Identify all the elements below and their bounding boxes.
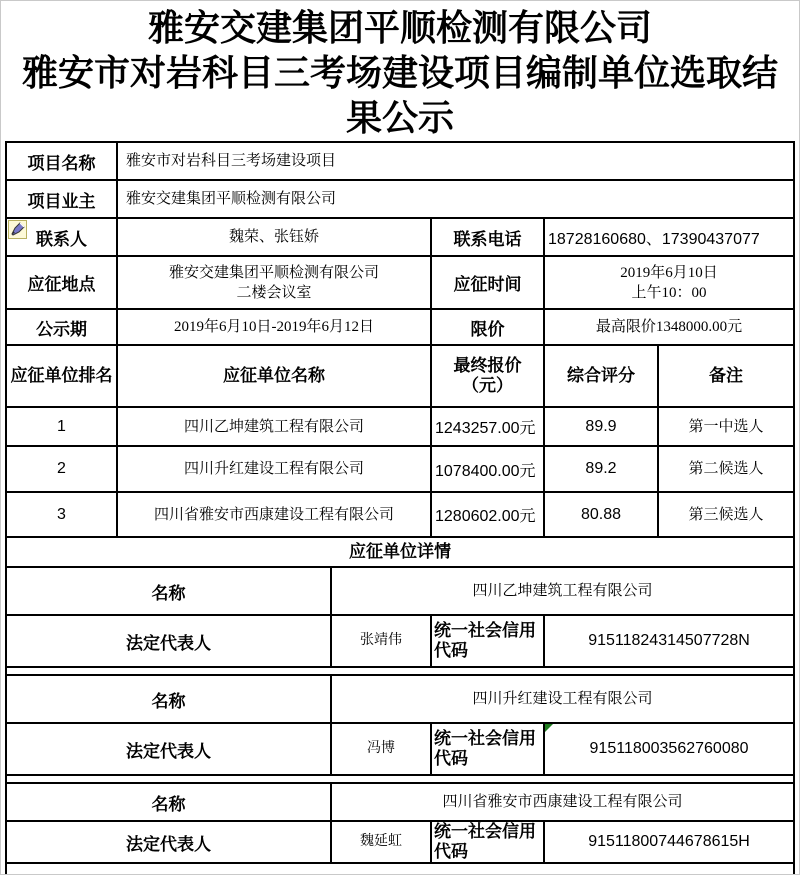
price-header [431,345,544,407]
score-cell: 80.88 [544,492,658,537]
company-name-cell: 四川升红建设工程有限公司 [117,446,431,492]
note-cell: 第二候选人 [658,446,794,492]
credit-code-value: 91511824314507728N [544,615,794,667]
note-pen-icon [8,220,27,239]
row-owner [6,180,794,218]
venue-label: 应征地点 [6,256,117,309]
venue-line-2: 二楼会议室 [236,284,312,301]
owner-label: 项目业主 [6,180,117,218]
rank-header: 应征单位排名 [6,345,117,407]
detail-name-label: 名称 [6,783,331,821]
credit-code-label-line-1: 统一社会信用 [434,621,536,640]
credit-code-label-line-1: 统一社会信用 [434,822,536,841]
owner-value: 雅安交建集团平顺检测有限公司 [117,180,794,218]
time-value [544,256,794,309]
row-period-limit [6,309,794,345]
detail-1-rep-row [6,615,794,667]
detail-company-name: 四川乙坤建筑工程有限公司 [331,567,794,615]
gap-row [6,775,794,783]
price-cell: 1280602.00元 [431,492,544,537]
detail-company-name: 四川省雅安市西康建设工程有限公司 [331,783,794,821]
contact-label-text: 联系人 [36,229,87,249]
credit-code-value [544,723,794,775]
detail-1-name-row [6,567,794,615]
legal-rep-name: 魏延虹 [331,821,431,863]
score-cell: 89.9 [544,407,658,446]
rank-cell: 1 [6,407,117,446]
score-header: 综合评分 [544,345,658,407]
limit-value: 最高限价1348000.00元 [544,309,794,345]
detail-name-label: 名称 [6,675,331,723]
legal-rep-name: 张靖伟 [331,615,431,667]
time-label: 应征时间 [431,256,544,309]
credit-code-label-line-1: 统一社会信用 [434,729,536,748]
title-line-1: 雅安交建集团平顺检测有限公司 [147,7,652,48]
gap-row [6,667,794,675]
time-line-1: 2019年6月10日 [620,264,718,281]
venue-value [117,256,431,309]
detail-2-name-row [6,675,794,723]
credit-code-label-line-2: 代码 [434,749,468,768]
project-name-label: 项目名称 [6,142,117,180]
rank-cell: 2 [6,446,117,492]
row-venue-time [6,256,794,309]
detail-name-label: 名称 [6,567,331,615]
detail-3-rep-row [6,821,794,863]
note-cell: 第一中选人 [658,407,794,446]
ranking-row-3 [6,492,794,537]
legal-rep-label: 法定代表人 [6,615,331,667]
contact-value: 魏荣、张钰娇 [117,218,431,256]
credit-code-label-line-2: 代码 [434,842,468,861]
row-contact [6,218,794,256]
green-triangle-icon [545,724,553,732]
period-value: 2019年6月10日-2019年6月12日 [117,309,431,345]
price-cell: 1078400.00元 [431,446,544,492]
name-header: 应征单位名称 [117,345,431,407]
details-section-header-row [6,537,794,567]
credit-code-label [431,615,544,667]
contact-label [6,218,117,256]
credit-code-value: 91511800744678615H [544,821,794,863]
ranking-row-2 [6,446,794,492]
ranking-header-row [6,345,794,407]
ranking-row-1 [6,407,794,446]
section-gap [6,775,794,783]
credit-code-text: 915118003562760080 [589,740,749,757]
time-line-2: 上午10：00 [631,284,707,301]
row-project-name [6,142,794,180]
company-name-cell: 四川省雅安市西康建设工程有限公司 [117,492,431,537]
note-cell: 第三候选人 [658,492,794,537]
credit-code-label [431,723,544,775]
legal-rep-name: 冯博 [331,723,431,775]
phone-label: 联系电话 [431,218,544,256]
note-header: 备注 [658,345,794,407]
gap-row-cut [6,863,794,875]
credit-code-label-line-2: 代码 [434,641,468,660]
credit-code-label [431,821,544,863]
legal-rep-label: 法定代表人 [6,821,331,863]
price-cell: 1243257.00元 [431,407,544,446]
project-name-value: 雅安市对岩科目三考场建设项目 [117,142,794,180]
score-cell: 89.2 [544,446,658,492]
legal-rep-label: 法定代表人 [6,723,331,775]
detail-company-name: 四川升红建设工程有限公司 [331,675,794,723]
price-header-line-1: 最终报价 [453,356,522,375]
rank-cell: 3 [6,492,117,537]
venue-line-1: 雅安交建集团平顺检测有限公司 [168,264,379,281]
price-header-line-2: （元） [462,376,513,395]
title-line-2: 雅安市对岩科目三考场建设项目编制单位选取结果公示 [21,52,778,138]
period-label: 公示期 [6,309,117,345]
section-gap [6,667,794,675]
section-gap-cut [6,863,794,875]
limit-label: 限价 [431,309,544,345]
detail-2-rep-row [6,723,794,775]
company-name-cell: 四川乙坤建筑工程有限公司 [117,407,431,446]
page-title [1,1,799,141]
announcement-table [5,141,795,875]
phone-value: 18728160680、17390437077 [544,218,794,256]
detail-3-name-row [6,783,794,821]
details-section-title: 应征单位详情 [6,537,794,567]
